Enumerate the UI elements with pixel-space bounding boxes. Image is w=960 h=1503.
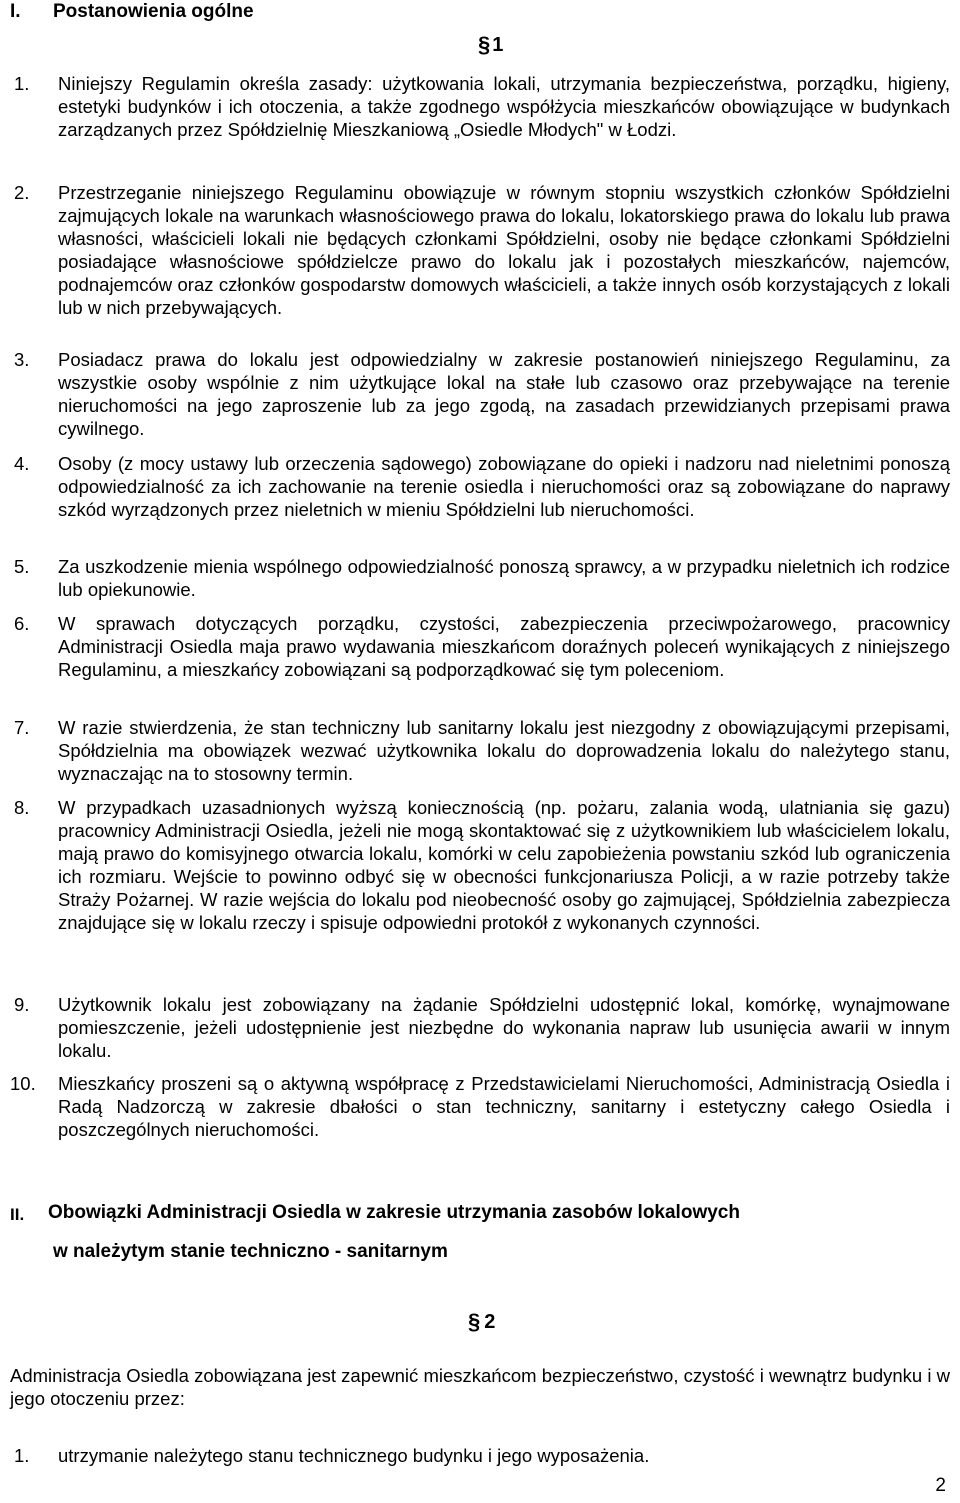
item-text: Osoby (z mocy ustawy lub orzeczenia sądowego) zobowiązane do opieki i nadzoru nad nieletnimi ponoszą odpowiedzialność za ich zachowanie na terenie osiedla i nieruchomości oraz są zobowiązane do naprawy szkód wyrządzonych przez nieletnich w mieniu Spółdzielni lub nieruchomości. [58, 453, 950, 520]
paragraph-number: 2 [484, 1311, 496, 1333]
paragraph-mark [478, 34, 503, 57]
section-sign: § [468, 1309, 481, 1334]
item-number: 9. [14, 994, 30, 1015]
item-number: 3. [14, 349, 30, 370]
intro-paragraph: Administracja Osiedla zobowiązana jest zapewnić mieszkańcom bezpieczeństwo, czystość i wewnątrz budynku i w jego otoczeniu przez: [10, 1365, 950, 1409]
item-text: W sprawach dotyczących porządku, czystości, zabezpieczenia przeciwpożarowego, pracownicy Administracji Osiedla maja prawo wydawania mieszkańcom doraźnych poleceń wynikających z niniejszego Regulaminu, a mieszkańcy zobowiązani są podporządkować się tym poleceniom. [58, 613, 950, 680]
item-text: Posiadacz prawa do lokalu jest odpowiedzialny w zakresie postanowień niniejszego Regulaminu, za wszystkie osoby wspólnie z nim użytkujące lokal na stałe lub czasowo oraz przebywające na terenie nieruchomości na jego zaproszenie lub za jego zgodą, na zasadach przewidzianych przepisami prawa cywilnego. [58, 349, 950, 439]
item-text: W przypadkach uzasadnionych wyższą koniecznością (np. pożaru, zalania wodą, ulatniania się gazu) pracownicy Administracji Osiedla, jeżeli nie mogą skontaktować się z użytkownikiem lub właścicielem lokalu, mają prawo do komisyjnego otwarcia lokalu, komórki w celu zapobieżenia powstaniu szkód lub ograniczenia ich rozmiaru. Wejście to powinno odbyć się w obecności funkcjonariusza Policji, a w razie potrzeby także Straży Pożarnej. W razie wejścia do lokalu pod nieobecność osoby go zajmującej, Spółdzielnia zabezpiecza znajdujące się w lokalu rzeczy i spisuje odpowiedni protokół z wykonanych czynności. [58, 797, 950, 933]
item-number: 8. [14, 797, 30, 818]
item-number: 2. [14, 182, 30, 203]
item-text: Użytkownik lokalu jest zobowiązany na żądanie Spółdzielni udostępnić lokal, komórkę, wynajmowane pomieszczenie, jeżeli udostępnienie jest niezbędne do wykonania napraw lub usunięcia awarii w innym lokalu. [58, 994, 950, 1061]
item-number: 1. [14, 73, 30, 94]
item-text: Za uszkodzenie mienia wspólnego odpowiedzialność ponoszą sprawcy, a w przypadku nieletnich ich rodzice lub opiekunowie. [58, 556, 950, 600]
item-number: 1. [14, 1445, 30, 1466]
item-number: 7. [14, 717, 30, 738]
section-title: Obowiązki Administracji Osiedla w zakresie utrzymania zasobów lokalowych [48, 1202, 740, 1223]
section-title-continued: w należytym stanie techniczno - sanitarnym [53, 1241, 448, 1262]
item-text: utrzymanie należytego stanu technicznego budynku i jego wyposażenia. [58, 1445, 650, 1466]
item-number: 10. [10, 1073, 36, 1094]
section-heading [0, 0, 960, 24]
item-number: 4. [14, 453, 30, 474]
paragraph-number: 1 [492, 34, 504, 56]
section-title: Postanowienia ogólne [53, 1, 254, 22]
item-text: W razie stwierdzenia, że stan techniczny lub sanitarny lokalu jest niezgodny z obowiązującymi przepisami, Spółdzielnia ma obowiązek wezwać użytkownika lokalu do doprowadzenia lokalu do należytego stanu, wyznaczając na to stosowny termin. [58, 717, 950, 784]
item-text: Mieszkańcy proszeni są o aktywną współpracę z Przedstawicielami Nieruchomości, Administracją Osiedla i Radą Nadzorczą w zakresie dbałości o stan techniczny, sanitarny i estetyczny całego Osiedla i poszczególnych nieruchomości. [58, 1073, 950, 1140]
section-heading [0, 1201, 960, 1261]
section-number: II. [10, 1205, 25, 1224]
item-number: 6. [14, 613, 30, 634]
item-text: Przestrzeganie niniejszego Regulaminu obowiązuje w równym stopniu wszystkich członków Spółdzielni zajmujących lokale na warunkach własnościowego prawa do lokalu, lokatorskiego prawa do lokalu lub prawa własności, właścicieli lokali nie będących członkami Spółdzielni, osoby nie będące członkami Spółdzielni posiadające własnościowe spółdzielcze prawo do lokalu jak i pozostałych mieszkańców, najemców, podnajemców oraz członków gospodarstw domowych właścicieli, a także innych osób korzystających z lokali lub w nich przebywających. [58, 182, 950, 318]
item-text: Niniejszy Regulamin określa zasady: użytkowania lokali, utrzymania bezpieczeństwa, porządku, higieny, estetyki budynków i ich otoczenia, a także zgodnego współżycia mieszkańców obowiązujące w budynkach zarządzanych przez Spółdzielnię Mieszkaniową „Osiedle Młodych" w Łodzi. [58, 73, 950, 140]
section-sign: § [478, 32, 491, 57]
paragraph-mark [468, 1311, 495, 1334]
section-number: I. [10, 1, 21, 22]
item-number: 5. [14, 556, 30, 577]
page-number: 2 [935, 1475, 946, 1496]
